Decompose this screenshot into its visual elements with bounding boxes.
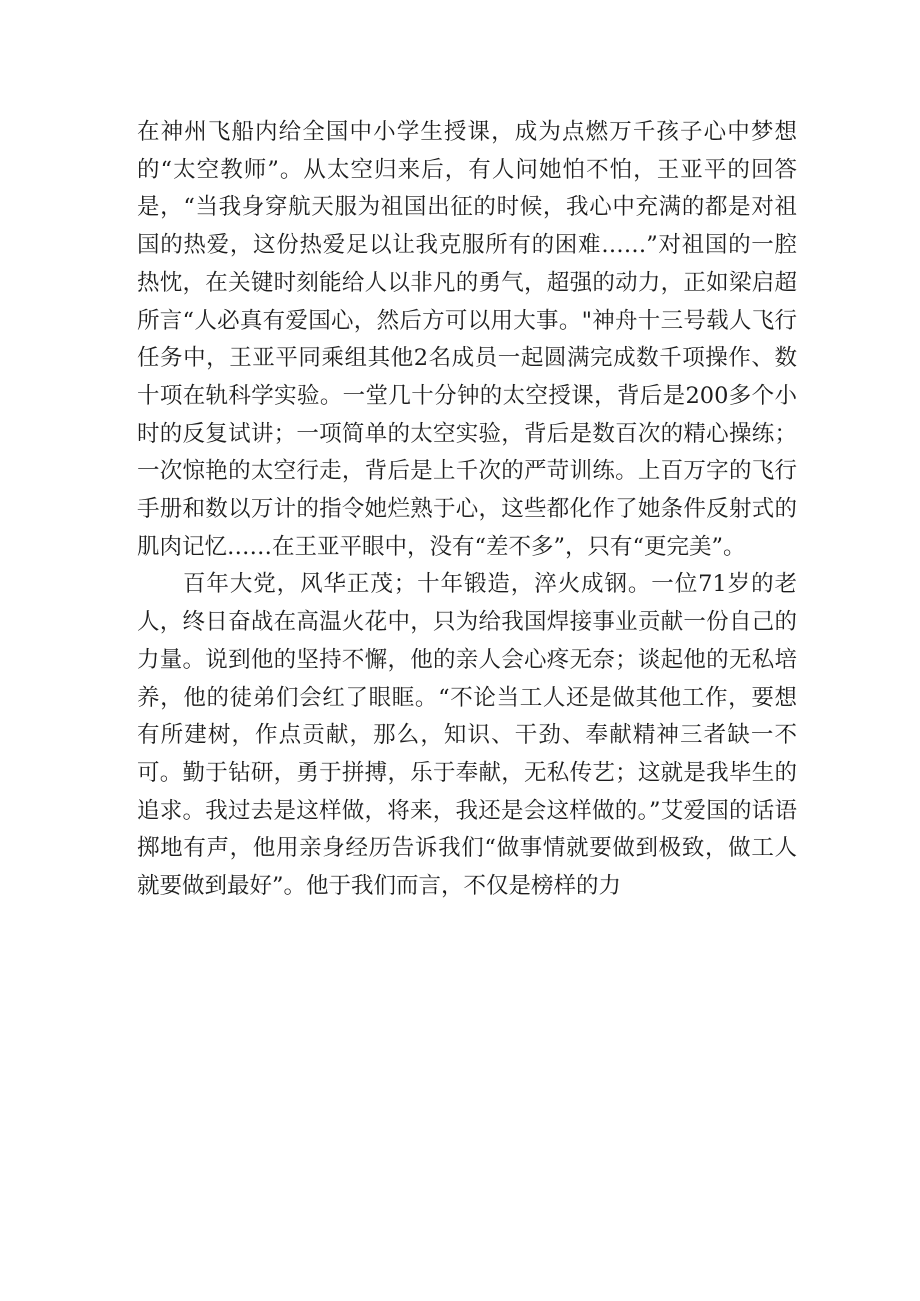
paragraph-2: 百年大党，风华正茂；十年锻造，淬火成钢。一位71岁的老人，终日奋战在高温火花中，只为给我国焊接事业贡献一份自己的力量。说到他的坚持不懈，他的亲人会心疼无奈；谈起他的无私培养，他的徒弟们会红了眼眶。“不论当工人还是做其他工作，要想有所建树，作点贡献，那么，知识、干劲、奉献精神三者缺一不可。勤于钻研，勇于拼搏，乐于奉献，无私传艺；这就是我毕生的追求。我过去是这样做，将来，我还是会这样做的。”艾爱国的话语掷地有声，他用亲身经历告诉我们“做事情就要做到极致，做工人就要做到最好”。他于我们而言，不仅是榜样的力 xyxy=(137,571,797,900)
document-body xyxy=(137,114,797,906)
paragraph-1: 在神州飞船内给全国中小学生授课，成为点燃万千孩子心中梦想的“太空教师”。从太空归来后，有人问她怕不怕，王亚平的回答是，“当我身穿航天服为祖国出征的时候，我心中充满的都是对祖国的热爱，这份热爱足以让我克服所有的困难……”对祖国的一腔热忱，在关键时刻能给人以非凡的勇气，超强的动力，正如梁启超所言“人必真有爱国心，然后方可以用大事。"神舟十三号载人飞行任务中，王亚平同乘组其他2名成员一起圆满完成数千项操作、数十项在轨科学实验。一堂几十分钟的太空授课，背后是200多个小时的反复试讲；一项简单的太空实验，背后是数百次的精心操练；一次惊艳的太空行走，背后是上千次的严苛训练。上百万字的飞行手册和数以万计的指令她烂熟于心，这些都化作了她条件反射式的肌肉记忆……在王亚平眼中，没有“差不多”，只有“更完美”。 xyxy=(137,119,797,560)
